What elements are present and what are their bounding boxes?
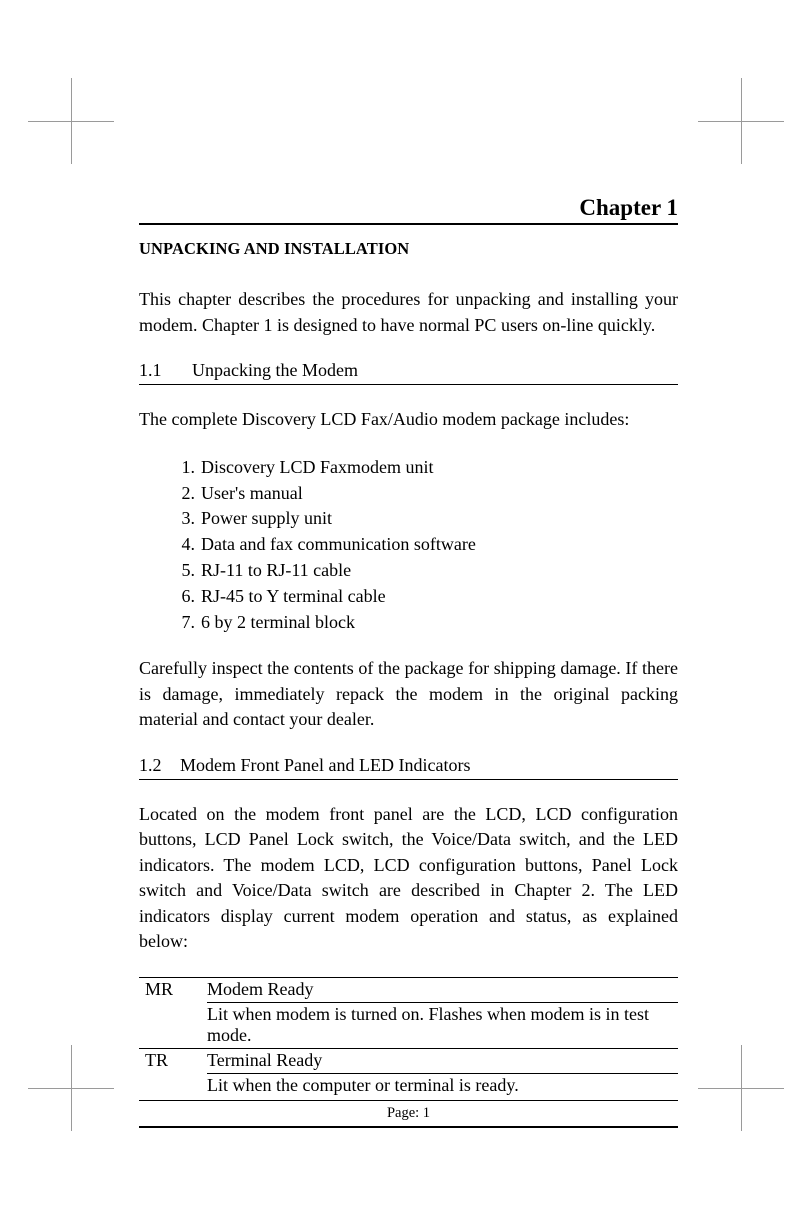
table-row xyxy=(139,1048,678,1073)
list-item-number: 3. xyxy=(181,508,195,529)
led-code-spacer xyxy=(139,1073,207,1098)
heading-1-2 xyxy=(139,755,678,779)
list-item-label: RJ-11 to RJ-11 cable xyxy=(201,560,352,581)
led-name: Terminal Ready xyxy=(207,1048,678,1073)
led-indicator-table xyxy=(139,977,678,1098)
heading-1-1-rule xyxy=(139,384,678,385)
package-contents-list xyxy=(139,455,678,636)
led-description: Lit when modem is turned on. Flashes when modem is in test mode. xyxy=(207,1003,649,1045)
list-item xyxy=(139,558,678,584)
page-content xyxy=(139,196,678,1128)
crop-mark-top-right xyxy=(698,78,784,164)
table-row xyxy=(139,1073,678,1098)
front-panel-paragraph: Located on the modem front panel are the LCD, LCD configuration buttons, LCD Panel Lock switch, the Voice/Data switch, and the LED indicators. The modem LCD, LCD configuration buttons, Panel Lock switch and Voice/Data switch are described in Chapter 2. The LED indicators display current modem operation and status, as explained below: xyxy=(139,803,678,952)
list-item xyxy=(139,506,678,532)
heading-1-2-number: 1.2 xyxy=(139,754,162,775)
crop-mark-bottom-right xyxy=(698,1045,784,1131)
intro-paragraph: This chapter describes the procedures for unpacking and installing your modem. Chapter 1 is designed to have normal PC users on-line quickly. xyxy=(139,289,678,335)
crop-mark-top-left xyxy=(28,78,114,164)
section-title: UNPACKING AND INSTALLATION xyxy=(139,239,410,258)
list-item xyxy=(139,532,678,558)
led-description: Lit when the computer or terminal is ready. xyxy=(207,1074,519,1095)
package-lead-in: The complete Discovery LCD Fax/Audio modem package includes: xyxy=(139,409,630,430)
list-item-number: 5. xyxy=(181,560,195,581)
heading-1-1 xyxy=(139,360,678,384)
list-item-label: 6 by 2 terminal block xyxy=(201,612,355,633)
list-item-number: 7. xyxy=(181,612,195,633)
list-item xyxy=(139,481,678,507)
heading-1-2-rule xyxy=(139,779,678,780)
list-item xyxy=(139,610,678,636)
heading-1-2-title: Modem Front Panel and LED Indicators xyxy=(180,754,471,775)
list-item-number: 4. xyxy=(181,534,195,555)
led-code: MR xyxy=(139,977,207,1002)
led-code-spacer xyxy=(139,1002,207,1048)
heading-1-1-number: 1.1 xyxy=(139,360,162,381)
list-item xyxy=(139,584,678,610)
inspection-paragraph: Carefully inspect the contents of the package for shipping damage. If there is damage, immediately repack the modem in the original packing material and contact your dealer. xyxy=(139,657,678,730)
table-row xyxy=(139,1002,678,1048)
list-item-number: 6. xyxy=(181,586,195,607)
list-item-label: User's manual xyxy=(201,482,303,503)
chapter-heading-rule xyxy=(139,223,678,225)
list-item-label: Discovery LCD Faxmodem unit xyxy=(201,456,434,477)
led-name: Modem Ready xyxy=(207,977,678,1002)
crop-mark-bottom-left xyxy=(28,1045,114,1131)
page-footer-rule xyxy=(139,1126,678,1128)
table-row xyxy=(139,977,678,1002)
list-item-number: 1. xyxy=(181,456,195,477)
led-code: TR xyxy=(139,1048,207,1073)
list-item-label: Power supply unit xyxy=(201,508,333,529)
list-item-label: Data and fax communication software xyxy=(201,534,476,555)
chapter-heading: Chapter 1 xyxy=(579,195,678,220)
heading-1-1-title: Unpacking the Modem xyxy=(192,360,358,381)
list-item-label: RJ-45 to Y terminal cable xyxy=(201,586,386,607)
list-item-number: 2. xyxy=(181,482,195,503)
list-item xyxy=(139,455,678,481)
page-footer: Page: 1 xyxy=(386,1104,431,1121)
